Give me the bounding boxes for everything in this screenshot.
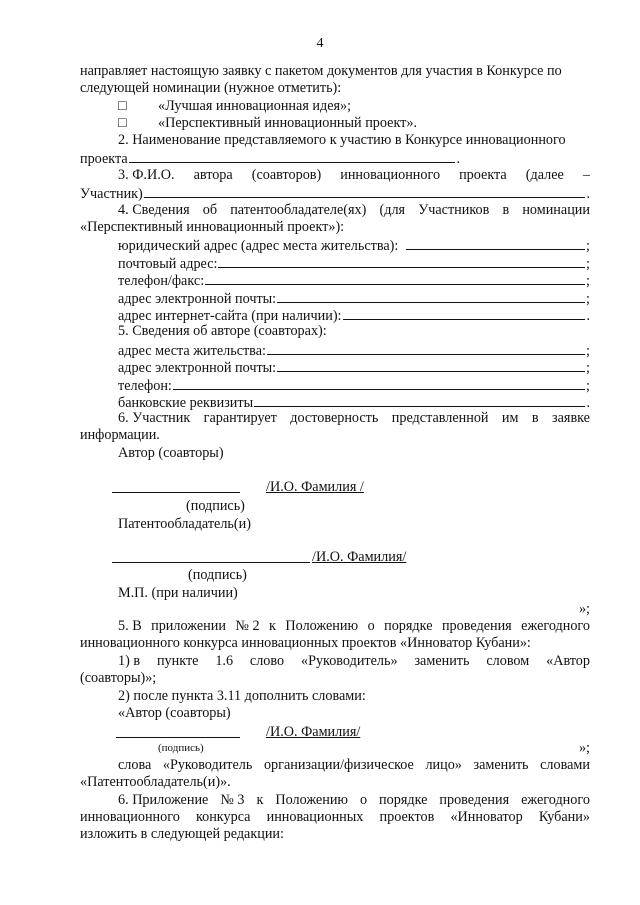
justified-line	[118, 167, 590, 184]
word: № 3	[220, 792, 245, 808]
nomination-option-idea	[118, 98, 590, 115]
word: «Руководитель»	[300, 653, 398, 669]
field-end: ;	[586, 378, 590, 394]
field-end: ;	[586, 256, 590, 272]
page-number: 4	[316, 36, 324, 51]
word: Положению	[285, 618, 359, 634]
justified-line	[118, 653, 590, 670]
word: об	[202, 202, 218, 218]
closing-quote: »;	[578, 601, 590, 617]
blank-line	[406, 236, 585, 250]
checkbox-icon: □	[118, 98, 127, 114]
word: инновационного	[80, 809, 180, 825]
field-label: адрес места жительства:	[118, 343, 266, 359]
word: 6. Приложение	[118, 792, 209, 808]
word: «Автор	[546, 653, 590, 669]
justified-line	[118, 757, 590, 774]
field-end: .	[586, 186, 590, 202]
word: ежегодного	[521, 792, 590, 808]
field-participant	[80, 184, 590, 203]
field-end: ;	[586, 360, 590, 376]
field-phone-fax	[118, 271, 590, 290]
justified-line	[118, 792, 590, 809]
field-project-name	[80, 149, 460, 168]
justified-line	[80, 809, 590, 826]
blank-line	[129, 149, 456, 163]
field-end: ;	[586, 273, 590, 289]
signature-caption: (подпись)	[158, 742, 204, 754]
field-label: почтовый адрес:	[118, 256, 218, 272]
text-line: «Перспективный инновационный проект»):	[80, 219, 345, 235]
field-label: адрес интернет-сайта (при наличии):	[118, 308, 342, 324]
word: «Инноватор	[450, 809, 523, 825]
text-line: 2) после пункта 3.11 дополнить словами:	[118, 688, 366, 704]
word: заявке	[552, 410, 590, 426]
word: (для	[379, 202, 406, 218]
word: № 2	[235, 618, 260, 634]
word: Участников	[418, 202, 490, 218]
word: гарантирует	[203, 410, 277, 426]
word: приложении	[151, 618, 226, 634]
signature-caption: (подпись)	[188, 567, 247, 583]
text-line: Патентообладатель(и)	[118, 516, 251, 532]
field-label: телефон/факс:	[118, 273, 205, 289]
word: 3. Ф.И.О.	[118, 167, 175, 183]
text-line: 2. Наименование представляемого к участию в Конкурсе инновационного	[118, 132, 566, 148]
closing-quote: »;	[578, 740, 590, 756]
word: проведения	[439, 792, 510, 808]
word: (далее	[525, 167, 564, 183]
text-line: 5. Сведения об авторе (соавторах):	[118, 323, 327, 339]
word: автора	[193, 167, 233, 183]
text-line: инновационного конкурса инновационных проектов «Инноватор Кубани»:	[80, 635, 531, 651]
word: инновационных	[266, 809, 364, 825]
word: словом	[486, 653, 530, 669]
word: патентообладателе(ях)	[230, 202, 367, 218]
word: слова	[118, 757, 152, 773]
word: конкурса	[195, 809, 251, 825]
field-label: проекта	[80, 151, 128, 167]
field-end: ;	[586, 343, 590, 359]
field-label: адрес электронной почты:	[118, 360, 277, 376]
field-end: .	[456, 151, 460, 167]
blank-line	[218, 254, 585, 268]
field-label: банковские реквизиты	[118, 395, 254, 411]
word: о	[367, 618, 375, 634]
text-line: «Патентообладатель(и)».	[80, 774, 231, 790]
field-author-email	[118, 358, 590, 377]
word: пункте	[156, 653, 199, 669]
word: –	[582, 167, 590, 183]
blank-line	[173, 376, 585, 390]
signature-name: /И.О. Фамилия /	[266, 479, 364, 495]
checkbox-icon: □	[118, 115, 127, 131]
signature-caption: (подпись)	[186, 498, 245, 514]
word: порядке	[384, 618, 433, 634]
signature-line	[112, 492, 240, 493]
field-end: .	[586, 395, 590, 411]
field-label: юридический адрес (адрес места жительства):	[118, 238, 399, 254]
justified-line	[118, 618, 590, 635]
field-label: Участник)	[80, 186, 143, 202]
word: словами	[540, 757, 590, 773]
signature-line	[112, 562, 310, 563]
field-end: .	[586, 308, 590, 324]
word: в	[502, 202, 510, 218]
field-end: ;	[586, 238, 590, 254]
text-line: М.П. (при наличии)	[118, 585, 238, 601]
word: им	[501, 410, 519, 426]
blank-line	[343, 306, 586, 320]
word: представленной	[391, 410, 489, 426]
word: номинации	[522, 202, 590, 218]
justified-line	[118, 410, 590, 427]
word: порядке	[379, 792, 428, 808]
field-end: ;	[586, 291, 590, 307]
word: Положению	[275, 792, 349, 808]
blank-line	[254, 393, 585, 407]
field-label: адрес электронной почты:	[118, 291, 277, 307]
word: проектов	[379, 809, 435, 825]
word: (соавторов)	[251, 167, 322, 183]
blank-line	[205, 271, 585, 285]
text-line: изложить в следующей редакции:	[80, 826, 284, 842]
word: 1) в	[118, 653, 141, 669]
field-label: телефон:	[118, 378, 172, 394]
word: 5. В	[118, 618, 142, 634]
word: Кубани»	[538, 809, 590, 825]
option-label: «Лучшая инновационная идея»;	[158, 98, 352, 114]
word: заменить	[414, 653, 470, 669]
word: лицо»	[425, 757, 462, 773]
word: заменить	[473, 757, 529, 773]
word: к	[269, 618, 276, 634]
word: в	[531, 410, 539, 426]
word: проведения	[441, 618, 512, 634]
word: 4. Сведения	[118, 202, 190, 218]
word: к	[256, 792, 264, 808]
word: слово	[249, 653, 285, 669]
text-line: направляет настоящую заявку с пакетом документов для участия в Конкурсе по	[80, 63, 562, 79]
justified-line	[118, 202, 590, 219]
word: 1.6	[215, 653, 234, 669]
text-line: следующей номинации (нужное отметить):	[80, 80, 342, 96]
text-line: Автор (соавторы)	[118, 445, 224, 461]
word: о	[359, 792, 368, 808]
word: «Руководитель	[162, 757, 253, 773]
blank-line	[267, 341, 585, 355]
word: ежегодного	[521, 618, 590, 634]
text-line: (соавторы)»;	[80, 670, 157, 686]
signature-name: /И.О. Фамилия/	[266, 724, 361, 740]
word: организации/физическое	[263, 757, 414, 773]
nomination-option-project	[118, 115, 590, 132]
signature-line	[116, 737, 240, 738]
field-legal-address	[118, 236, 590, 255]
signature-name: /И.О. Фамилия/	[312, 549, 407, 565]
word: инновационного	[340, 167, 441, 183]
word: проекта	[459, 167, 507, 183]
blank-line	[277, 289, 585, 303]
word: достоверность	[290, 410, 379, 426]
option-label: «Перспективный инновационный проект».	[158, 115, 417, 131]
text-line: информации.	[80, 427, 160, 443]
blank-line	[144, 184, 586, 198]
text-line: «Автор (соавторы)	[118, 705, 231, 721]
word: 6. Участник	[118, 410, 191, 426]
blank-line	[277, 358, 585, 372]
